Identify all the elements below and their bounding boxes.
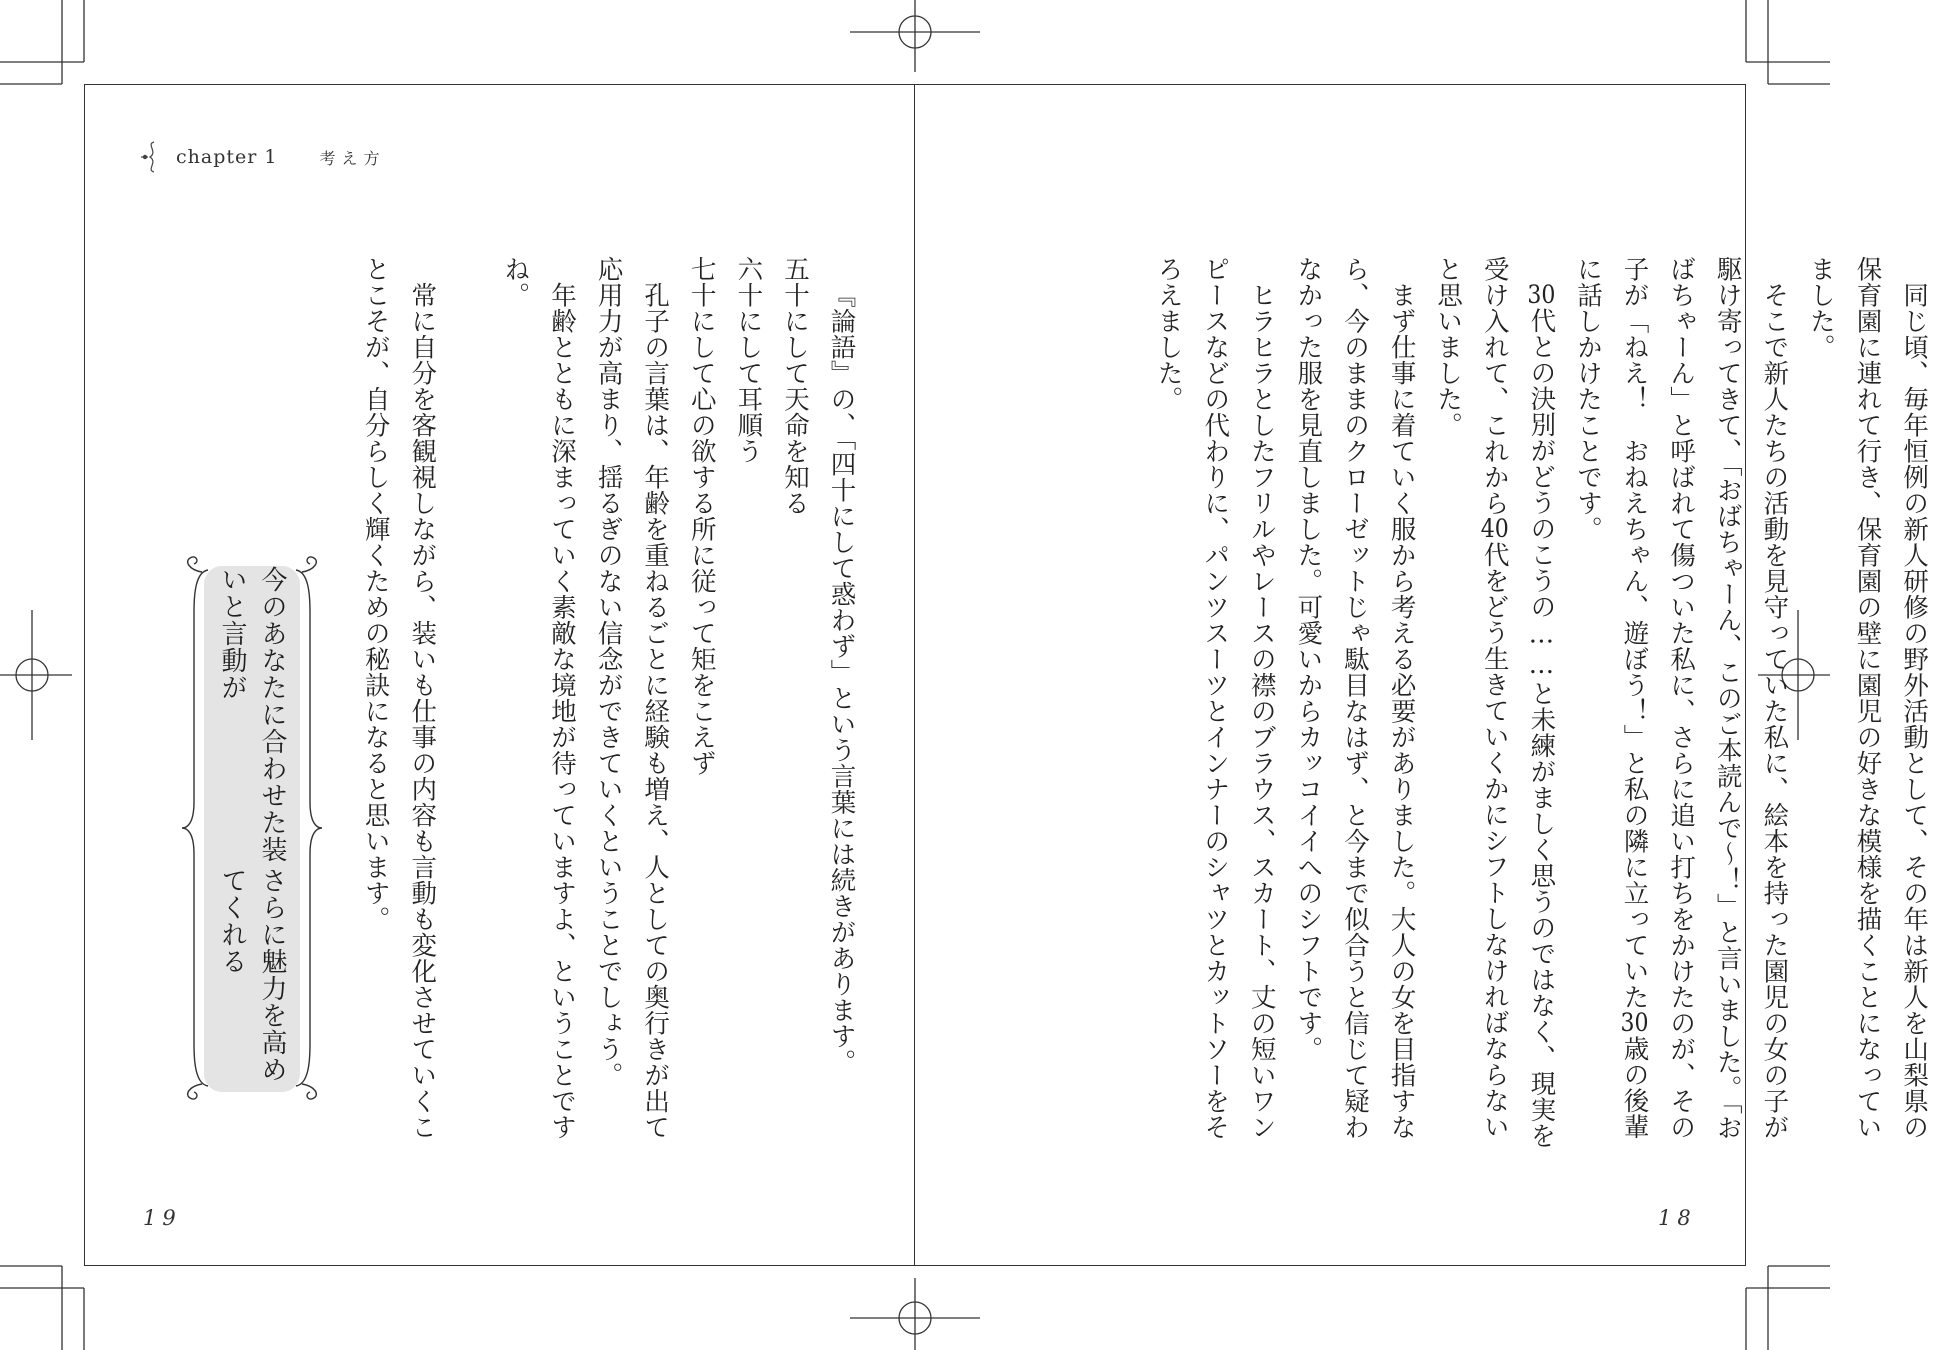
page-number-left: 19 [143,1206,182,1230]
number: 40 [1480,516,1509,542]
paragraph: ヒラヒラとしたフリルやレースの襟のブラウス、スカート、丈の短いワンピースなどの代わりに、パンツスーツとインナーのシャツとカットソーをそろえました。 [1153,256,1277,1140]
number: 30 [1527,281,1556,307]
callout-line: 今のあなたに合わせた装いと言動が [217,566,287,863]
analects-quote: 六十にして耳順う [733,256,764,464]
page-number-right: 18 [1658,1206,1697,1230]
number: 30 [1620,1010,1649,1036]
paragraph-text: 歳の後輩に話しかけたことです。 [1572,256,1650,1140]
paragraph: 年齢とともに深まっていく素敵な境地が待っていますよ、ということですね。 [500,256,577,1140]
callout-line: さらに魅力を高めてくれる [217,866,287,1083]
analects-quote: 五十にして天命を知る [779,256,810,516]
paragraph-text: 代との決別がどうのこうの……と未練がましく思うのではなく、現実を受け入れて、これから [1479,256,1557,1148]
paragraph: 同じ頃、毎年恒例の新人研修の野外活動として、その年は新人を山梨県の保育園に連れて行き、保育園の壁に園児の好きな模様を描くことになっていました。 [1805,256,1930,1140]
paragraph [1564,256,1797,1156]
paragraph-text: そこで新人たちの活動を見守っていた私に、絵本を持った園児の女の子が駆け寄ってきて、「おばちゃーん、このご本読んで～！」と言いました。「おばちゃーん」と呼ばれて傷ついた私に、さらに追い打ちをかけたのが、その子が「ねえ！ おねえちゃん、遊ぼう！」と私の隣に立っていた [1619,256,1790,1141]
analects-quote: 七十にして心の欲する所に従って矩をこえず [686,256,717,776]
right-page-body [1145,256,1937,1156]
paragraph: まず仕事に着ていく服から考える必要がありました。大人の女を目指すなら、今のままのクローゼットじゃ駄目なはず、と今まで似合うと信じて疑わなかった服を見直しました。可愛いからカッコイイへのシフトです。 [1293,256,1417,1140]
running-header [138,140,385,174]
chapter-title: 考え方 [319,148,386,168]
paragraph: 常に自分を客観視しながら、装いも仕事の内容も言動も変化させていくことこそが、自分らしく輝くための秘訣になると思います。 [360,256,438,1140]
flourish-icon [138,140,164,174]
paragraph [1425,256,1565,1156]
chapter-label: chapter 1 [176,146,278,168]
paragraph: 孔子の言葉は、年齢を重ねるごとに経験も増え、人としての奥行きが出て応用力が高まり、揺るぎのない信念ができていくということでしょう。 [593,256,671,1140]
left-page-body [352,256,865,1156]
pull-quote [176,552,328,1104]
paragraph-text: 代をどう生きていくかにシフトしなければならないと思いました。 [1433,256,1510,1140]
gutter-line [914,84,915,1266]
callout-box [204,566,300,1092]
callout-text [204,566,300,1092]
paragraph-intro: 『論語』の、「四十にして惑わず」という言葉には続きがあります。 [826,281,857,1075]
